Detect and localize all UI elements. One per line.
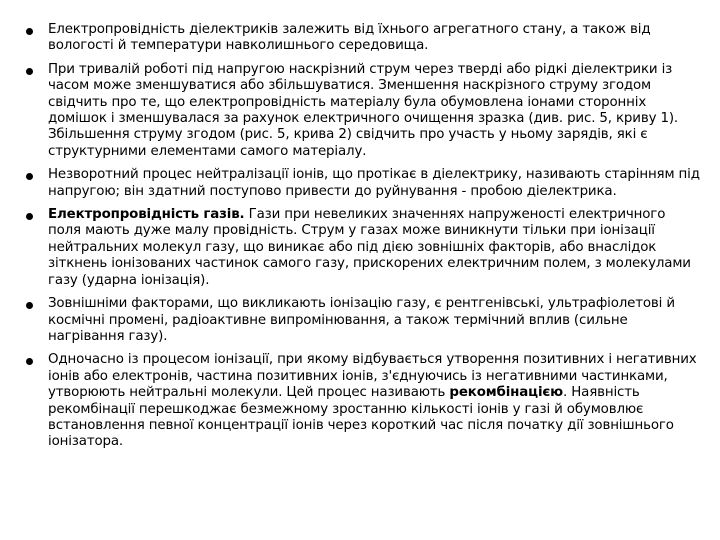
bullet-dot-icon — [26, 28, 33, 35]
bullet-text-after: . Наявність рекомбінації перешкоджає безмежному зростанню кількості іонів у газі й обумовлює встановлення певної концентрації іонів через короткий час після початку дії зовнішнього іонізатора. — [48, 385, 674, 450]
bullet-bold-term: рекомбінацією — [449, 385, 564, 401]
bullet-item-2 — [20, 62, 700, 160]
bullet-item-5 — [20, 296, 700, 345]
bullet-item-3 — [20, 167, 700, 200]
bullet-dot-icon — [26, 302, 33, 309]
bullet-dot-icon — [26, 173, 33, 180]
bullet-text: Гази при невеликих значеннях напруженості електричного поля мають дуже малу провідність. Струм у газах може виникнути тільки при іонізації нейтральних молекул газу, що виникає або під дією зовнішніх факторів, або внаслідок зіткнень іонізованих частинок самого газу, прискорених електричним полем, з молекулами газу (ударна іонізація). — [48, 207, 691, 288]
bullet-item-4 — [20, 207, 700, 289]
bullet-text-before: Одночасно із процесом іонізації, при якому відбувається утворення позитивних і негативних іонів або електронів, частина позитивних іонів, з'єднуючись із негативними частинками, утворюють нейтральні молекули. Цей процес називають — [48, 352, 697, 401]
bullet-text: Електропровідність діелектриків залежить від їхнього агрегатного стану, а також від вологості й температури навколишнього середовища. — [48, 22, 651, 54]
bullet-text: Незворотний процес нейтралізації іонів, що протікає в діелектрику, називають старінням під напругою; він здатний поступово привести до руйнування - пробою діелектрика. — [48, 167, 700, 199]
bullet-item-1 — [20, 22, 700, 55]
bullet-dot-icon — [26, 213, 33, 220]
bullet-dot-icon — [26, 358, 33, 365]
bullet-bold-lead: Електропровідність газів. — [48, 207, 245, 223]
bullet-text: Зовнішніми факторами, що викликають іонізацію газу, є рентгенівські, ультрафіолетові й космічні промені, радіоактивне випромінювання, а також термічний вплив (сильне нагрівання газу). — [48, 296, 675, 344]
bullet-text: При тривалій роботі під напругою наскрізний струм через тверді або рідкі діелектрики із часом може зменшуватися або збільшуватися. Зменшення наскрізного струму згодом свідчить про те, що електропровідність матеріалу була обумовлена іонами сторонніх домішок і зменшувалася за рахунок електричного очищення зразка (див. рис. 5, криву 1). Збільшення струму згодом (рис. 5, крива 2) свідчить про участь у ньому зарядів, які є структурними елементами самого матеріалу. — [48, 61, 679, 159]
bullet-list — [20, 22, 700, 451]
bullet-item-6 — [20, 352, 700, 450]
bullet-dot-icon — [26, 68, 33, 75]
